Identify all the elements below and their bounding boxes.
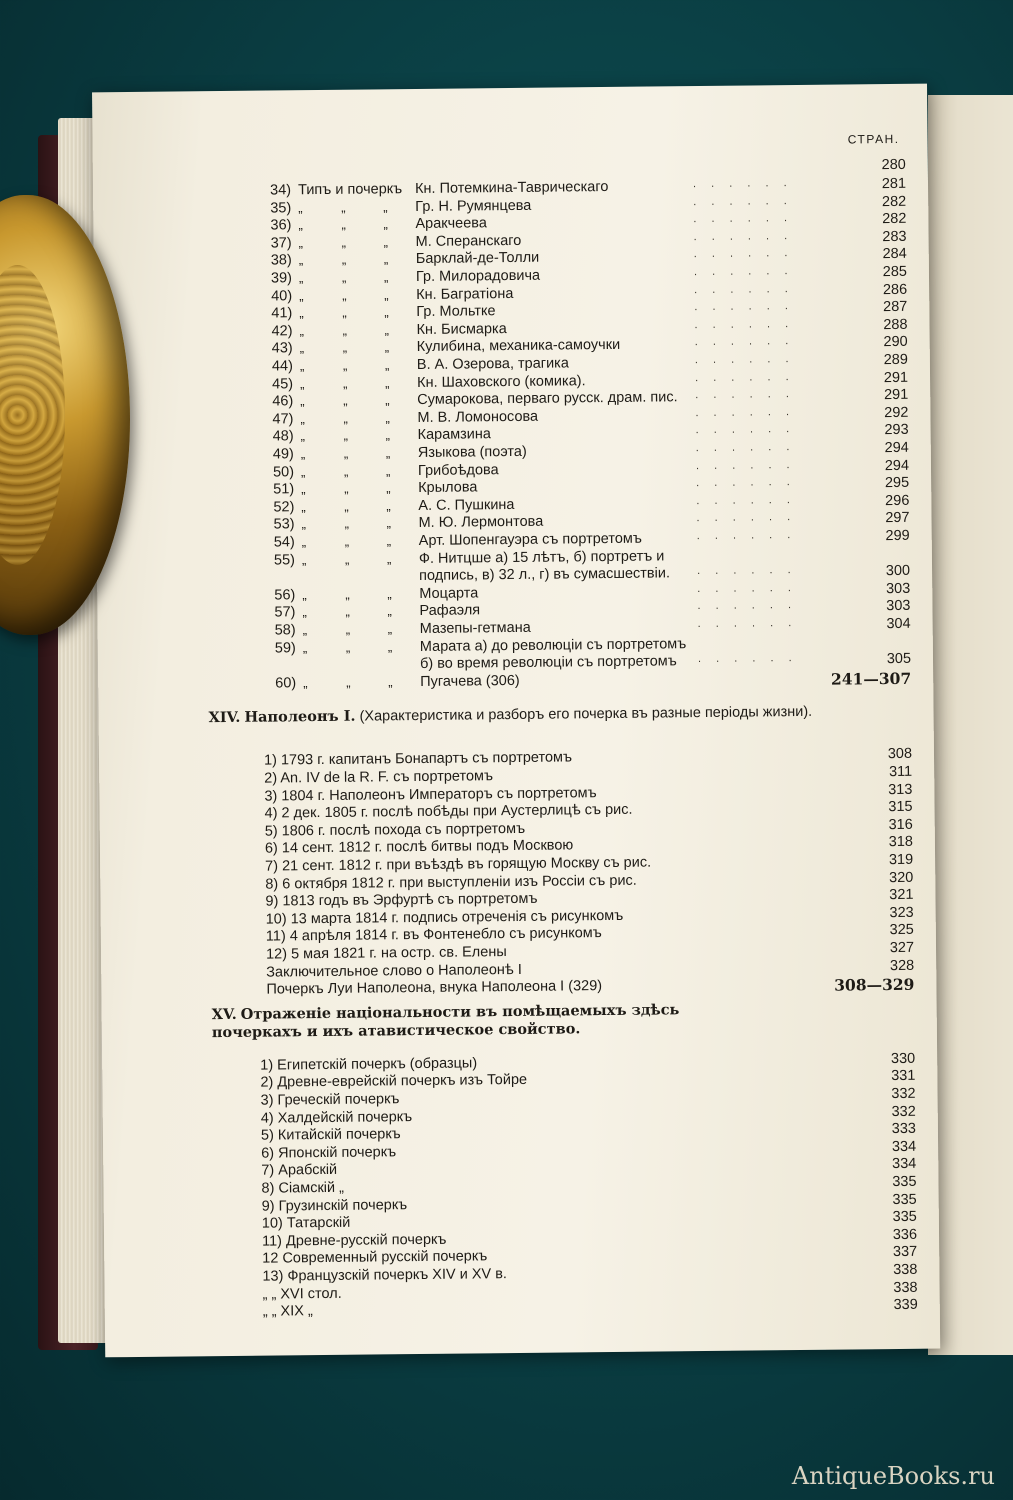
item-prefix: Типъ и почеркъ: [297, 181, 403, 199]
ditto-mark: „: [302, 586, 307, 602]
page-number: 339: [893, 1296, 918, 1314]
ditto-mark: „: [383, 269, 389, 285]
item-number: 44): [271, 358, 293, 375]
section-title: Отраженіе національности въ помѣщаемыхъ здѣсь почеркахъ и ихъ атавистическое свойство.: [211, 1001, 680, 1041]
ditto-mark: „: [301, 498, 306, 514]
page-number: 300: [885, 563, 911, 580]
leader-dots: . . . . . .: [694, 317, 795, 331]
leader-dots: . . . . . .: [696, 529, 797, 543]
item-name: Ф. Нитцше а) 15 лѣтъ, б) портретъ и: [418, 547, 665, 567]
leader-dots: . . . . . .: [692, 177, 793, 191]
page-number: 291: [883, 387, 909, 404]
ditto-mark: „: [341, 269, 347, 285]
item-name: Рафаэля: [419, 602, 481, 620]
item-number: 54): [273, 534, 295, 551]
page-number: 316: [888, 816, 913, 833]
section-title: Наполеонъ I.: [244, 708, 356, 727]
page-number: 291: [883, 369, 909, 386]
ditto-mark: „: [342, 375, 348, 391]
ditto-mark: „: [298, 217, 303, 233]
item-number: 59): [274, 639, 296, 657]
ditto-mark: „: [341, 199, 346, 215]
page-number: 332: [891, 1085, 916, 1103]
item-number: 41): [271, 305, 293, 322]
ditto-mark: „: [385, 445, 391, 461]
page-number: 303: [885, 580, 911, 597]
ditto-mark: „: [342, 304, 347, 320]
page-number: 311: [888, 763, 913, 781]
page-number: 282: [881, 193, 907, 210]
item-name: 7) Арабскій: [261, 1162, 338, 1180]
item-name: 2) Древне-еврейскій почеркъ изъ Тойре: [260, 1072, 528, 1092]
section-subtitle: (Характеристика и разборъ его почерка въ разные періоды жизни).: [359, 704, 813, 725]
leader-dots: . . . . . .: [695, 388, 795, 402]
item-number: 58): [274, 622, 296, 639]
ditto-mark: „: [383, 234, 389, 250]
page-number: 327: [889, 939, 915, 957]
item-name: М. Ю. Лермонтова: [418, 514, 544, 532]
ditto-mark: „: [383, 198, 388, 214]
ditto-mark: „: [383, 216, 388, 232]
page-number: 332: [891, 1103, 916, 1120]
section-number: XIV.: [208, 709, 241, 727]
item-name: 6) 14 сент. 1812 г. послѣ битвы подъ Москвою: [264, 837, 574, 857]
item-name: 11) 4 апрѣля 1814 г. въ Фонтенебло съ рисункомъ: [265, 925, 602, 945]
ditto-mark: „: [343, 428, 349, 444]
page-number: 338: [893, 1279, 918, 1296]
leader-dots: . . . . . .: [693, 194, 793, 208]
item-name: 9) 1813 годъ въ Эрфуртѣ съ портретомъ: [265, 890, 538, 910]
page-number: 287: [883, 299, 908, 316]
item-number: 39): [270, 270, 293, 287]
item-number: 55): [273, 551, 296, 569]
leader-dots: . . . . . .: [694, 300, 794, 314]
page-number: 292: [884, 404, 909, 421]
ditto-mark: „: [299, 358, 305, 374]
page-number: 296: [885, 492, 910, 509]
item-name: 13) Французскій почеркъ XIV и XV в.: [262, 1266, 507, 1285]
ditto-mark: „: [384, 322, 389, 338]
page-number: 299: [885, 527, 910, 545]
ditto-mark: „: [344, 533, 350, 549]
book-page: [92, 84, 940, 1358]
item-name: 10) Татарскій: [261, 1214, 351, 1232]
page-number: 295: [884, 475, 910, 492]
ditto-mark: „: [299, 287, 304, 303]
item-number: 38): [270, 252, 292, 269]
item-name: 10) 13 марта 1814 г. подпись отреченія съ рисункомъ: [265, 907, 624, 928]
ditto-mark: „: [386, 480, 391, 496]
page-number: 304: [886, 615, 911, 633]
ditto-mark: „: [384, 339, 390, 355]
leader-dots: . . . . . .: [697, 599, 798, 613]
ditto-mark: „: [387, 621, 393, 637]
ditto-mark: „: [384, 374, 390, 390]
ditto-mark: „: [344, 480, 349, 496]
ditto-mark: „: [383, 251, 389, 267]
ditto-mark: „: [386, 533, 392, 549]
ditto-mark: „: [385, 427, 391, 443]
page-number: 336: [892, 1226, 918, 1243]
item-number: 57): [274, 604, 296, 621]
item-name: Крылова: [418, 479, 478, 497]
page-range: 241—307: [830, 668, 912, 689]
ditto-mark: „: [342, 340, 348, 356]
ditto-mark: „: [343, 410, 348, 426]
page-number: 305: [886, 651, 912, 668]
item-number: 36): [270, 217, 292, 234]
item-name: 7) 21 сент. 1812 г. при въѣздѣ въ горящую Москву съ рис.: [265, 854, 652, 875]
page-number: 330: [890, 1050, 916, 1067]
item-name: 8) Сіамскій „: [261, 1179, 345, 1197]
page-number: 280: [881, 156, 906, 174]
item-name: 1) 1793 г. капитанъ Бонапартъ съ портретомъ: [263, 749, 573, 769]
page-range: 308—329: [834, 974, 915, 995]
item-name: 4) Халдейскій почеркъ: [260, 1108, 413, 1127]
watermark-text: AntiqueBooks.ru: [791, 1462, 995, 1490]
item-number: 34): [270, 182, 292, 199]
leader-dots: . . . . . .: [696, 511, 797, 525]
item-name: „ „ XIX „: [262, 1303, 313, 1320]
ditto-mark: „: [301, 516, 306, 532]
item-number: 42): [271, 323, 293, 340]
leader-dots: . . . . . .: [697, 617, 798, 631]
ditto-mark: „: [299, 305, 304, 321]
ditto-mark: „: [298, 234, 304, 251]
ditto-mark: „: [300, 375, 305, 391]
item-number: 45): [272, 375, 294, 393]
facing-page: [928, 95, 1013, 1355]
ditto-mark: „: [300, 393, 305, 409]
ditto-mark: „: [345, 639, 351, 655]
ditto-mark: „: [388, 674, 393, 690]
item-name: Гр. Мольтке: [416, 303, 496, 321]
item-name: Гр. Милорадовича: [415, 267, 541, 285]
page-number: 321: [889, 887, 914, 904]
item-name: Барклай-де-Толли: [415, 250, 540, 268]
ditto-mark: „: [386, 498, 391, 514]
item-name: 12) 5 мая 1821 г. на остр. св. Елены: [265, 944, 507, 963]
page-number: 297: [885, 510, 910, 527]
page-number: 328: [889, 957, 915, 974]
item-name: 3) 1804 г. Наполеонъ Императоръ съ портретомъ: [264, 784, 597, 805]
item-number: 56): [274, 587, 296, 604]
ditto-mark: „: [302, 622, 308, 638]
ditto-mark: „: [387, 638, 393, 654]
item-name: Мазепы-гетмана: [419, 619, 531, 637]
item-name: 3) Греческій почеркъ: [260, 1091, 400, 1109]
item-number: 50): [272, 463, 295, 481]
page-number: 285: [882, 263, 908, 281]
ditto-mark: „: [300, 446, 306, 462]
page-number: 289: [883, 351, 908, 369]
item-number: 60): [275, 675, 297, 692]
page-number: 282: [882, 211, 907, 228]
leader-dots: . . . . . .: [693, 229, 794, 243]
ditto-mark: „: [345, 586, 350, 602]
page-number: 323: [889, 904, 914, 921]
item-name: Почеркъ Луи Наполеона, внука Наполеона I (329): [266, 978, 603, 998]
page-number: 333: [891, 1120, 917, 1138]
page-number: 337: [892, 1244, 918, 1261]
page-number: 284: [882, 246, 907, 263]
page-number: 294: [884, 457, 910, 474]
page-column-header: СТРАН.: [847, 131, 900, 147]
item-number: 40): [271, 287, 293, 305]
ditto-mark: „: [300, 410, 305, 427]
item-name: „ „ XVI стол.: [262, 1285, 342, 1303]
item-name: Моцарта: [419, 585, 479, 602]
ditto-mark: „: [385, 462, 391, 478]
ditto-mark: „: [343, 445, 349, 461]
item-name: В. А. Озерова, трагика: [416, 355, 569, 373]
item-name: б) во время революціи съ портретомъ: [419, 653, 677, 673]
page-number: 335: [892, 1208, 917, 1226]
ditto-mark: „: [299, 340, 305, 356]
item-name: Кн. Шаховского (комика).: [416, 372, 586, 391]
leader-dots: . . . . . .: [695, 458, 796, 472]
item-number: 49): [272, 446, 294, 463]
item-name: 8) 6 октября 1812 г. при выступленіи изъ Россіи съ рис.: [265, 872, 637, 893]
leader-dots: . . . . . .: [697, 581, 797, 595]
ditto-mark: „: [386, 550, 392, 566]
item-name: Пугачева (306): [420, 672, 520, 690]
leader-dots: . . . . . .: [693, 265, 794, 279]
ditto-mark: „: [385, 392, 390, 408]
page-number: 315: [888, 799, 913, 816]
ditto-mark: „: [343, 463, 349, 479]
page-number: 281: [881, 175, 907, 193]
ditto-mark: „: [342, 287, 347, 303]
page-number: 288: [883, 316, 908, 333]
leader-dots: . . . . . .: [694, 282, 794, 296]
item-name: Кн. Потемкина-Таврическаго: [414, 178, 609, 197]
item-name: М. В. Ломоносова: [417, 408, 539, 426]
item-number: 52): [273, 499, 295, 516]
ditto-mark: „: [299, 322, 304, 339]
ditto-mark: „: [342, 357, 348, 373]
ditto-mark: „: [386, 515, 391, 531]
item-name: 5) 1806 г. послѣ похода съ портретомъ: [264, 820, 526, 840]
item-name: 12 Современный русскій почеркъ: [262, 1248, 488, 1268]
item-number: 37): [270, 235, 292, 252]
ditto-mark: „: [302, 604, 307, 620]
ditto-mark: „: [344, 551, 350, 567]
item-number: 46): [272, 393, 294, 410]
leader-dots: . . . . . .: [696, 493, 797, 507]
section-number: XV.: [211, 1005, 237, 1023]
page-number: 290: [883, 334, 908, 351]
item-name: Грибоѣдова: [417, 461, 499, 479]
leader-dots: . . . . . .: [697, 652, 798, 666]
item-name: 1) Египетскій почеркъ (образцы): [260, 1055, 478, 1074]
page-number: 334: [892, 1156, 917, 1173]
page-number: 335: [892, 1191, 917, 1208]
leader-dots: . . . . . .: [694, 370, 795, 384]
item-number: 48): [272, 428, 294, 445]
page-number: 325: [889, 922, 914, 939]
item-name: 9) Грузинскій почеркъ: [261, 1196, 408, 1215]
ditto-mark: „: [298, 252, 304, 268]
ditto-mark: „: [344, 498, 349, 514]
item-name: 2) An. IV de la R. F. съ портретомъ: [264, 768, 494, 787]
item-name: Марата а) до революціи съ портретомъ: [419, 635, 687, 655]
leader-dots: . . . . . .: [697, 564, 797, 578]
section-heading: [212, 1000, 772, 1042]
leader-dots: . . . . . .: [695, 423, 796, 437]
ditto-mark: „: [342, 322, 347, 338]
ditto-mark: „: [300, 428, 306, 444]
page-number: 294: [884, 439, 909, 457]
page-number: 335: [892, 1173, 917, 1191]
item-name: 4) 2 дек. 1805 г. послѣ побѣды при Аустерлицѣ съ рис.: [264, 801, 633, 822]
ditto-mark: „: [301, 534, 307, 550]
ditto-mark: „: [300, 463, 306, 479]
item-name: 5) Китайскій почеркъ: [260, 1126, 401, 1144]
ditto-mark: „: [341, 216, 346, 232]
page-number: 293: [884, 422, 909, 439]
item-number: 53): [273, 516, 295, 533]
ditto-mark: „: [341, 234, 347, 250]
ditto-mark: „: [387, 603, 392, 619]
leader-dots: . . . . . .: [695, 405, 796, 419]
page-number: 338: [893, 1261, 918, 1279]
leader-dots: . . . . . .: [693, 247, 794, 261]
item-name: подпись, в) 32 л., г) въ сумасшествіи.: [419, 565, 671, 585]
leader-dots: . . . . . .: [696, 476, 796, 490]
ditto-mark: „: [346, 674, 351, 690]
page-number: 303: [886, 598, 911, 615]
page-number: 283: [882, 228, 907, 245]
ditto-mark: „: [345, 621, 351, 637]
leader-dots: . . . . . .: [693, 212, 794, 226]
item-name: 6) Японскій почеркъ: [261, 1144, 397, 1162]
item-name: 11) Древне-русскій почеркъ: [261, 1231, 447, 1250]
leader-dots: . . . . . .: [694, 335, 795, 349]
ditto-mark: „: [343, 392, 348, 408]
toc-content: [92, 84, 940, 1358]
item-name: Кулибина, механика-самоучки: [416, 337, 621, 356]
item-name: Гр. Н. Румянцева: [415, 197, 532, 215]
item-name: Сумарокова, перваго русск. драм. пис.: [417, 389, 678, 409]
ditto-mark: „: [298, 270, 304, 286]
page-number: 334: [891, 1138, 917, 1155]
ditto-mark: „: [298, 199, 303, 215]
page-number: 313: [888, 781, 913, 798]
ditto-mark: „: [341, 252, 347, 268]
ditto-mark: „: [303, 674, 308, 690]
ditto-mark: „: [344, 516, 349, 532]
item-name: Кн. Бисмарка: [416, 320, 507, 338]
ditto-mark: „: [384, 304, 389, 320]
page-number: 320: [889, 869, 914, 886]
item-number: 51): [273, 481, 295, 498]
section-heading: [208, 702, 928, 728]
leader-dots: . . . . . .: [694, 353, 795, 367]
item-name: Аракчеева: [415, 215, 487, 233]
page-number: 286: [882, 281, 908, 298]
item-name: Карамзина: [417, 426, 491, 444]
ditto-mark: „: [345, 604, 350, 620]
item-name: Языкова (поэта): [417, 443, 527, 461]
item-name: Кн. Багратіона: [416, 285, 514, 303]
page-number: 319: [888, 851, 914, 869]
page-number: 318: [888, 834, 914, 851]
page-number: 331: [891, 1068, 916, 1085]
ditto-mark: „: [384, 286, 389, 302]
ditto-mark: „: [384, 357, 390, 373]
item-name: Арт. Шопенгауэра съ портретомъ: [418, 530, 642, 549]
ditto-mark: „: [301, 481, 306, 497]
page-number: 308: [887, 746, 913, 763]
item-name: А. С. Пушкина: [418, 496, 515, 514]
item-name: Заключительное слово о Наполеонѣ I: [266, 961, 522, 981]
item-number: 35): [270, 199, 292, 217]
ditto-mark: „: [385, 410, 390, 426]
ditto-mark: „: [301, 551, 307, 567]
ditto-mark: „: [302, 639, 308, 655]
item-number: 43): [271, 340, 293, 357]
leader-dots: . . . . . .: [695, 441, 796, 455]
item-number: 47): [272, 411, 294, 428]
ditto-mark: „: [387, 586, 392, 602]
item-name: М. Сперанскаго: [415, 232, 522, 250]
